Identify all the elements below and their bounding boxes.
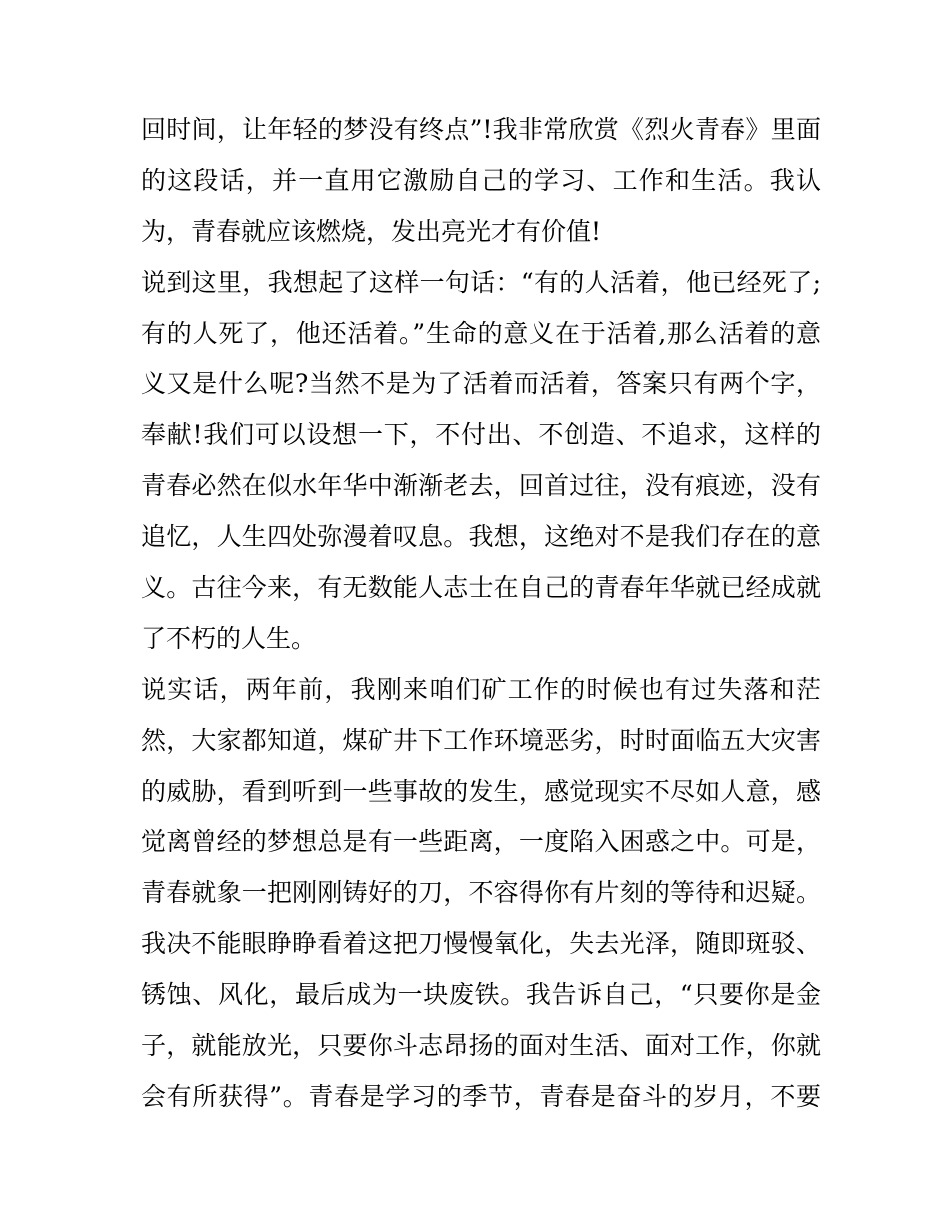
text-line: 子，就能放光，只要你斗志昂扬的面对生活、面对工作，你就 [141,1031,821,1061]
text-line: 锈蚀、风化，最后成为一块废铁。我告诉自己，“只要你是金 [141,980,821,1010]
text-line: 义。古往今来，有无数能人志士在自己的青春年华就已经成就 [141,573,821,603]
text-line: 的威胁，看到听到一些事故的发生，感觉现实不尽如人意，感 [141,776,821,806]
text-line: 了不朽的人生。 [141,623,317,653]
text-line: 青春必然在似水年华中渐渐老去，回首过往，没有痕迹，没有 [141,471,821,501]
text-line: 的这段话，并一直用它激励自己的学习、工作和生活。我认 [141,165,821,195]
text-line: 为，青春就应该燃烧，发出亮光才有价值! [141,216,602,246]
text-line: 青春就象一把刚刚铸好的刀，不容得你有片刻的等待和迟疑。 [141,878,821,908]
text-line: 说到这里，我想起了这样一句话：“有的人活着，他已经死了; [141,267,821,297]
text-line: 义又是什么呢?当然不是为了活着而活着，答案只有两个字， [141,369,821,399]
text-line: 奉献!我们可以设想一下，不付出、不创造、不追求，这样的 [141,420,821,450]
text-line: 有的人死了，他还活着。”生命的意义在于活着,那么活着的意 [141,318,821,348]
text-line: 会有所获得”。青春是学习的季节，青春是奋斗的岁月，不要 [141,1081,821,1111]
text-line: 追忆，人生四处弥漫着叹息。我想，这绝对不是我们存在的意 [141,522,821,552]
text-line: 觉离曾经的梦想总是有一些距离，一度陷入困惑之中。可是， [141,827,821,857]
text-line: 我决不能眼睁睁看着这把刀慢慢氧化，失去光泽，随即斑驳、 [141,929,821,959]
text-line: 回时间，让年轻的梦没有终点”!我非常欣赏《烈火青春》里面 [141,115,821,144]
text-line: 说实话，两年前，我刚来咱们矿工作的时候也有过失落和茫 [141,674,821,704]
text-line: 然，大家都知道，煤矿井下工作环境恶劣，时时面临五大灾害 [141,725,821,755]
body-text [141,105,821,1123]
